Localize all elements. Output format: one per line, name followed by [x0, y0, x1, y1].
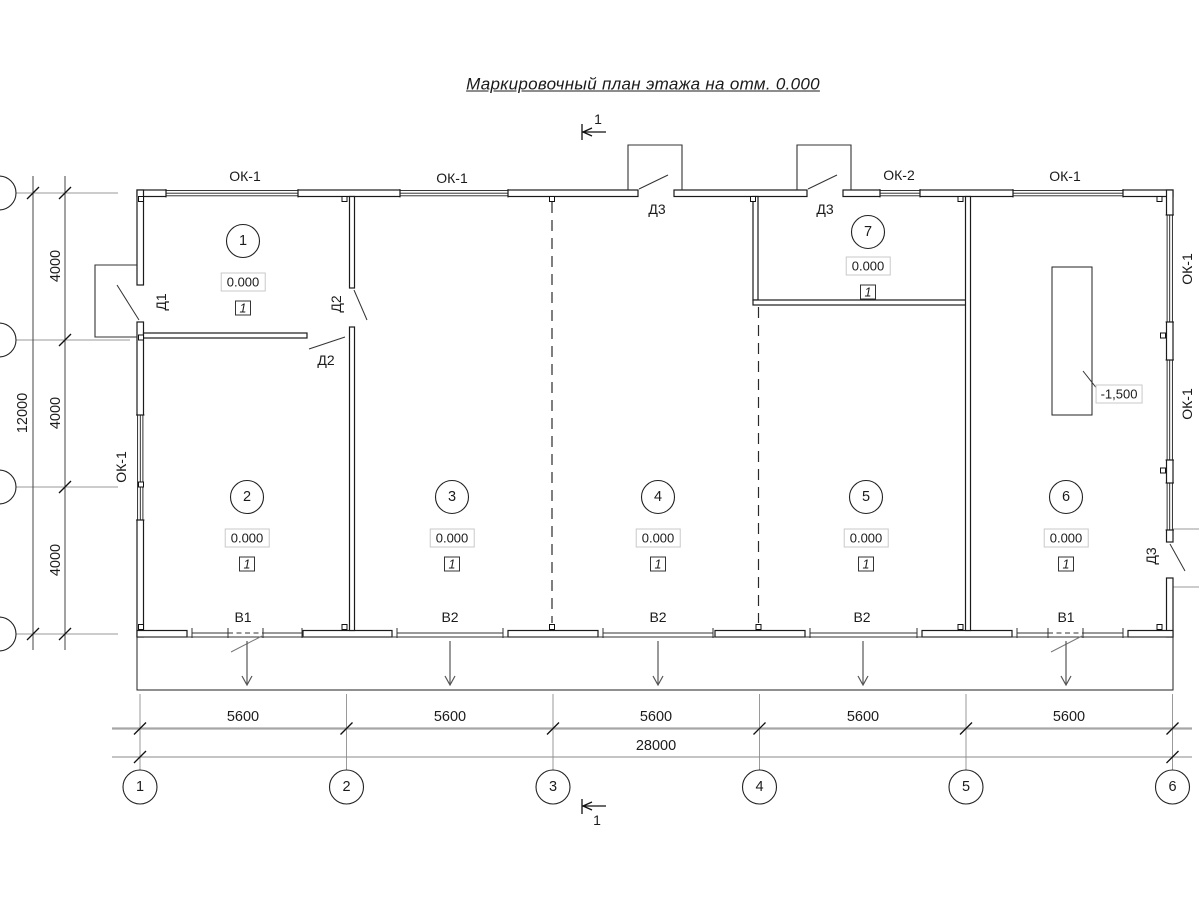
- room-number: 7: [863, 223, 873, 240]
- room-finish-type: 1: [239, 557, 255, 572]
- section-mark-label-top: 1: [594, 111, 602, 127]
- grid-axis-number: 6: [1168, 778, 1177, 795]
- grid-axis-number: 5: [961, 778, 971, 795]
- gate-label: В2: [649, 609, 667, 625]
- room-finish-type: 1: [1058, 557, 1074, 572]
- grid-axis-circles: [0, 176, 1190, 804]
- dimension-bay: 5600: [226, 708, 260, 725]
- window-linework: [136, 189, 1174, 530]
- room-number: 6: [1061, 488, 1071, 505]
- window-label-top-2: ОК-1: [436, 170, 468, 186]
- window-label-left: ОК-1: [113, 451, 129, 483]
- gate-label: В2: [853, 609, 871, 625]
- dimension-bay: 5600: [639, 708, 673, 725]
- door-label-d1: Д1: [153, 293, 169, 311]
- grid-axis-number: 1: [135, 778, 145, 795]
- room-number: 2: [242, 488, 252, 505]
- dimension-ticks: [27, 187, 1179, 763]
- door-label-d2-partition: Д2: [328, 295, 344, 313]
- gate-label: В1: [234, 609, 252, 625]
- door-label-d3-entry-right: Д3: [816, 201, 834, 217]
- vestibules-and-porch: [95, 145, 851, 337]
- grid-axis-number: 4: [755, 778, 764, 795]
- apron-outline: [137, 637, 1173, 690]
- window-label-right-1: ОК-1: [1179, 253, 1195, 285]
- room-finish-type: 1: [650, 557, 666, 572]
- door-label-d3-entry-left: Д3: [648, 201, 666, 217]
- room-finish-type: 1: [860, 285, 876, 300]
- section-marks: [582, 124, 606, 814]
- gate-label: В2: [441, 609, 459, 625]
- room-elevation: 0.000: [1044, 529, 1089, 548]
- door-label-d3-side: Д3: [1143, 547, 1159, 565]
- room-elevation: 0.000: [430, 529, 475, 548]
- room-number: 5: [861, 488, 871, 505]
- room-finish-type: 1: [235, 301, 251, 316]
- exit-arrows: [242, 641, 1071, 685]
- extension-lines: [13, 193, 1199, 770]
- room-finish-type: 1: [858, 557, 874, 572]
- dimension-row: 4000: [47, 543, 64, 577]
- gate-label: В1: [1057, 609, 1075, 625]
- section-mark-label-bottom: 1: [593, 812, 601, 828]
- pit-elevation: -1,500: [1096, 385, 1143, 404]
- room-finish-type: 1: [444, 557, 460, 572]
- dimension-bay: 5600: [433, 708, 467, 725]
- dimension-lines: [33, 176, 1195, 757]
- grid-axis-number: 3: [548, 778, 558, 795]
- room-number: 1: [238, 232, 248, 249]
- dimension-row: 4000: [47, 249, 64, 283]
- window-label-top-3: ОК-2: [883, 167, 915, 183]
- dimension-bay: 5600: [1052, 708, 1086, 725]
- gate-sills: [137, 628, 1173, 652]
- room-number: 4: [653, 488, 663, 505]
- room-elevation: 0.000: [225, 529, 270, 548]
- door-label-d2-wall: Д2: [317, 352, 335, 368]
- room-elevation: 0.000: [221, 273, 266, 292]
- drawing-title: Маркировочный план этажа на отм. 0.000: [466, 74, 820, 94]
- room-elevation: 0.000: [636, 529, 681, 548]
- grid-axis-number: 2: [342, 778, 351, 795]
- dimension-total-depth: 12000: [14, 392, 31, 434]
- dimension-total-width: 28000: [635, 737, 677, 754]
- window-label-top-1: ОК-1: [229, 168, 261, 184]
- dimension-bay: 5600: [846, 708, 880, 725]
- window-label-right-2: ОК-1: [1179, 388, 1195, 420]
- room-elevation: 0.000: [846, 257, 891, 276]
- room-number: 3: [447, 488, 457, 505]
- dimension-row: 4000: [47, 396, 64, 430]
- window-label-top-4: ОК-1: [1049, 168, 1081, 184]
- room-elevation: 0.000: [844, 529, 889, 548]
- pit-outline: [1052, 267, 1098, 415]
